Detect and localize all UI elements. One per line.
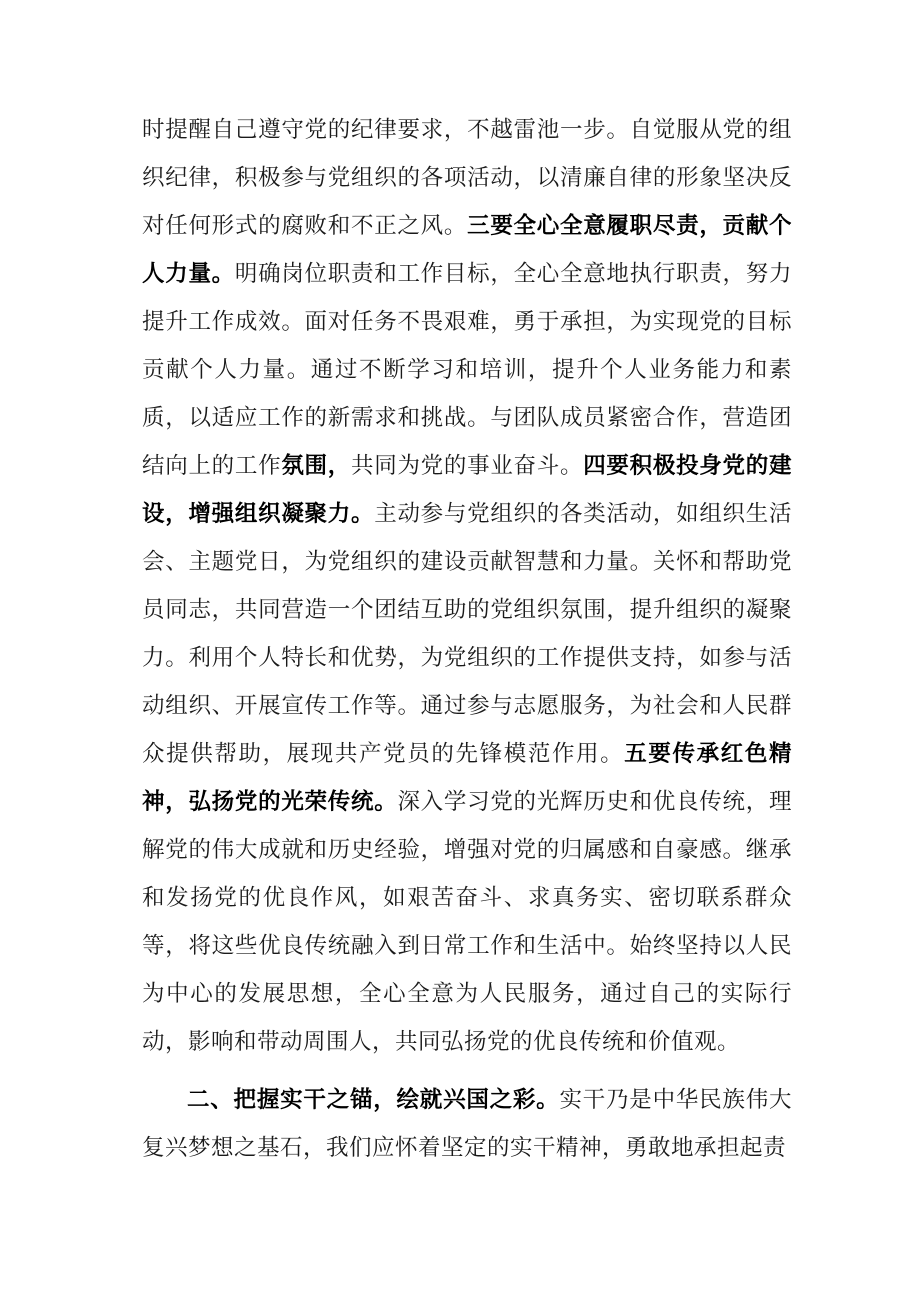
body-paragraph-2 [142,1076,792,1172]
bold-fragment: 氛围， [281,453,351,479]
text-segment: 深入学习党的光辉历史和优良传统，理解党的伟大成就和历史经验，增强对党的归属感和自豪感。继承和发扬党的优良作风，如艰苦奋斗、求真务实、密切联系群众等，将这些优良传统融入到日常工作和生活中。始终坚持以人民为中心的发展思想，全心全意为人民服务，通过自己的实际行动，影响和带动周围人，共同弘扬党的优良传统和价值观。 [142,789,792,1055]
document-page [142,106,792,1172]
heading-point-three: 三要全心全意履职尽责，贡献个人力量。 [142,213,792,287]
heading-point-four: 四要积极投身党的建设，增强组织凝聚力。 [142,453,792,527]
text-segment: 时提醒自己遵守党的纪律要求，不越雷池一步。自觉服从党的组织纪律，积极参与党组织的各项活动，以清廉自律的形象坚决反对任何形式的腐败和不正之风。 [142,117,792,239]
text-segment: 明确岗位职责和工作目标，全心全意地执行职责，努力提升工作成效。面对任务不畏艰难，勇于承担，为实现党的目标贡献个人力量。通过不断学习和培训，提升个人业务能力和素质，以适应工作的新需求和挑战。与团队成员紧密合作，营造团结向上的工作 [142,261,792,479]
heading-point-five: 五要传承红色精神，弘扬党的光荣传统。 [142,741,792,815]
body-paragraph-1 [142,106,792,1066]
section-heading-two: 二、把握实干之锚，绘就兴国之彩。 [187,1087,560,1113]
text-segment: 共同为党的事业奋斗。 [351,453,584,479]
text-segment: 主动参与党组织的各类活动，如组织生活会、主题党日，为党组织的建设贡献智慧和力量。关怀和帮助党员同志，共同营造一个团结互助的党组织氛围，提升组织的凝聚力。利用个人特长和优势，为党组织的工作提供支持，如参与活动组织、开展宣传工作等。通过参与志愿服务，为社会和人民群众提供帮助，展现共产党员的先锋模范作用。 [142,501,792,767]
text-segment: 实干乃是中华民族伟大复兴梦想之基石，我们应怀着坚定的实干精神，勇敢地承担起责 [142,1087,792,1161]
